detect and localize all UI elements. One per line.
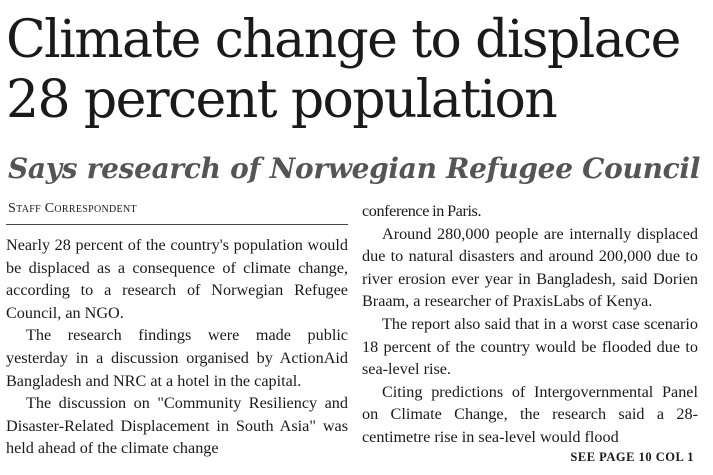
paragraph: Citing predictions of Intergovernmental Panel on Climate Change, the research said a 28-centimetre rise in sea-level would flood — [362, 382, 698, 446]
paragraph: The discussion on "Community Resiliency and Disaster-Related Displacement in South Asia" was held ahead of the climate change — [6, 394, 348, 458]
article-column-right — [362, 200, 698, 449]
continuation-jump-line: SEE PAGE 10 COL 1 — [570, 450, 694, 464]
paragraph: conference in Paris. — [362, 202, 482, 220]
headline-line-1: Climate change to displace — [6, 10, 680, 70]
headline — [6, 10, 711, 130]
byline: Staff Correspondent — [8, 201, 137, 216]
byline-rule — [6, 224, 348, 225]
paragraph: Nearly 28 percent of the country's population would be displaced as a consequence of climate change, according to a research of Norwegian Refugee Council, an NGO. — [6, 236, 348, 322]
paragraph: The research findings were made public yesterday in a discussion organised by ActionAid Bangladesh and NRC at a hotel in the capital. — [6, 326, 348, 390]
article-column-left — [6, 234, 348, 460]
subheadline: Says research of Norwegian Refugee Council — [8, 152, 701, 185]
paragraph: The report also said that in a worst case scenario 18 percent of the country would be flooded due to sea-level rise. — [362, 314, 698, 379]
paragraph: Around 280,000 people are internally displaced due to natural disasters and around 200,000 due to river erosion ever year in Bangladesh, said Dorien Braam, a researcher of PraxisLabs of Kenya. — [362, 224, 698, 311]
headline-line-2: 28 percent population — [6, 70, 557, 130]
